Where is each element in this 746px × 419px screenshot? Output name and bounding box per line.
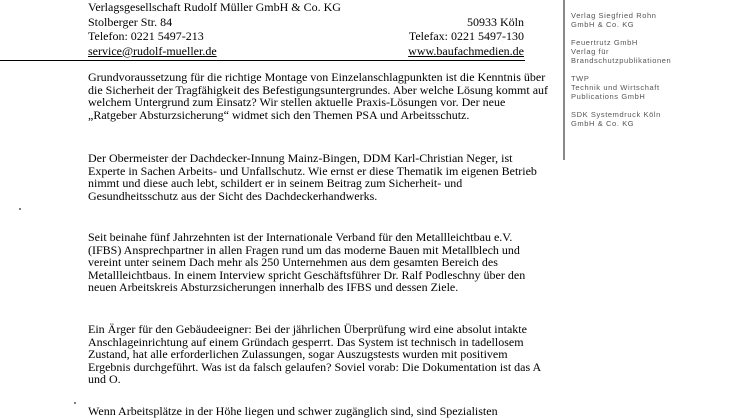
publisher-header [88, 0, 524, 58]
sidebar-item: TWP Technik und Wirtschaft Publications GmbH [571, 74, 660, 101]
paragraph-5: Wenn Arbeitsplätze in der Höhe liegen und schwer zugänglich sind, sind Spezialisten [88, 404, 498, 418]
phone: Telefon: 0221 5497-213 [88, 29, 204, 43]
address-row [88, 15, 524, 30]
sidebar-rule [563, 0, 565, 160]
paragraph-2: Der Obermeister der Dachdecker-Innung Mainz-Bingen, DDM Karl-Christian Neger, ist Experte in Sachen Arbeits- und Unfallschutz. Wie ernst er diese Thematik im eigenen Betrieb nimmt und diese auch lebt, schildert er in seinem Beitrag zum Sicherheit- und Gesundheitsschutz aus der Sicht des Dachdeckerhandwerks. [88, 151, 537, 203]
bullet-dot [74, 402, 76, 404]
fax: Telefax: 0221 5497-130 [408, 29, 524, 43]
sidebar-item: Verlag Siegfried Rohn GmbH & Co. KG [571, 11, 657, 29]
email-link[interactable]: service@rudolf-mueller.de [88, 43, 217, 58]
website-link[interactable]: www.baufachmedien.de [408, 43, 524, 58]
header-divider [0, 60, 525, 61]
company-name: Verlagsgesellschaft Rudolf Müller GmbH & Co. KG [88, 0, 341, 14]
paragraph-4: Ein Ärger für den Gebäudeeigner: Bei der jährlichen Überprüfung wird eine absolut intakte Anschlageinrichtung auf einem Gründach gesperrt. Das System ist technisch in tadellosem Zustand, hat alle erforderlichen Zulassungen, sogar Auszugstests wurden mit positivem Ergebnis durchgeführt. Was ist da falsch gelaufen? Soviel vorab: Die Dokumentation ist das A und O. [88, 322, 541, 386]
phone-row [88, 29, 524, 44]
paragraph-1: Grundvoraussetzung für die richtige Montage von Einzelanschlagpunkten ist die Kenntnis über die Sicherheit der Tragfähigkeit des Befestigungsuntergrundes. Aber welche Lösung kommt auf welchem Untergrund zum Einsatz? Wir stellen aktuelle Praxis-Lösungen vor. Der neue „Ratgeber Absturzsicherung“ widmet sich den Themen PSA und Arbeitsschutz. [88, 70, 549, 122]
city: 50933 Köln [467, 14, 524, 29]
street: Stolberger Str. 84 [88, 14, 173, 29]
bullet-dot [19, 208, 21, 210]
sidebar-item: Feuertrutz GmbH Verlag für Brandschutzpublikationen [571, 38, 672, 65]
contact-row [88, 44, 524, 59]
sidebar-item: SDK Systemdruck Köln GmbH & Co. KG [571, 110, 661, 128]
sidebar-publisher-list [571, 11, 746, 137]
paragraph-3: Seit beinahe fünf Jahrzehnten ist der Internationale Verband für den Metallleichtbau e.V. (IFBS) Ansprechpartner in allen Fragen rund um das moderne Bauen mit Metallblech und vereint unter seinem Dach mehr als 250 Unternehmen aus dem gesamten Bereich des Metallleichtbaus. In einem Interview spricht Geschäftsführer Dr. Ralf Podleschny über den neuen Arbeitskreis Absturzsicherungen innerhalb des IFBS und dessen Ziele. [88, 230, 526, 294]
